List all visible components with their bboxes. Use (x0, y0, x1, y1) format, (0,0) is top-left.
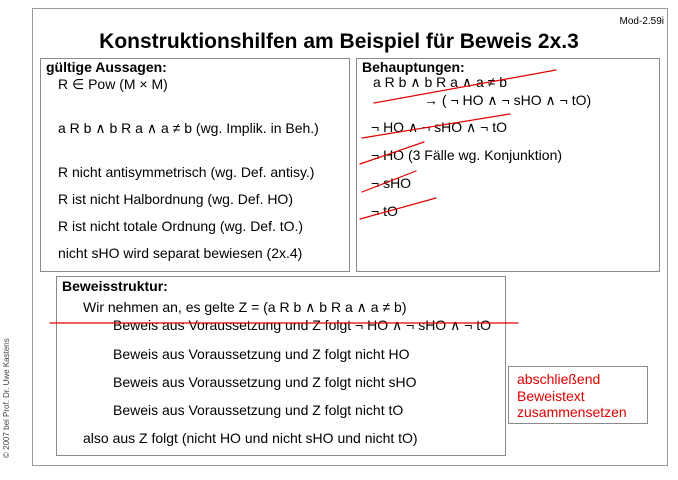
proof-step-conjunction: Beweis aus Voraussetzung und Z folgt ¬ HO ∧ ¬ sHO ∧ ¬ tO (113, 317, 492, 333)
strike-claim-premise (374, 70, 556, 103)
strike-claim-not-sho (362, 171, 416, 192)
proof-conclusion: also aus Z folgt (nicht HO und nicht sHO und nicht tO) (83, 430, 418, 446)
strike-claim-not-ho (360, 142, 424, 164)
valid-statement-6: nicht sHO wird separat bewiesen (2x.4) (58, 245, 303, 261)
summary-note-line-2: Beweistext (517, 387, 585, 404)
claim-not-to: ¬ tO (371, 203, 398, 219)
proof-assumption: Wir nehmen an, es gelte Z = (a R b ∧ b R a ∧ a ≠ b) (83, 299, 407, 315)
claim-implication: → ( ¬ HO ∧ ¬ sHO ∧ ¬ tO) (424, 92, 592, 108)
valid-statement-1: R ∈ Pow (M × M) (58, 76, 168, 92)
valid-statement-5: R ist nicht totale Ordnung (wg. Def. tO.) (58, 218, 304, 234)
summary-note-line-3: zusammensetzen (517, 404, 627, 420)
claim-not-sho: ¬ sHO (371, 175, 412, 191)
claim-not-ho: ¬ HO (3 Fälle wg. Konjunktion) (371, 147, 563, 163)
page-title: Konstruktionshilfen am Beispiel für Beweis 2x.3 (99, 30, 579, 53)
valid-statement-3: R nicht antisymmetrisch (wg. Def. antisy.) (58, 164, 315, 180)
slide-id: Mod-2.59i (619, 16, 664, 27)
summary-note-line-1: abschließend (517, 371, 601, 387)
proof-step-not-to: Beweis aus Voraussetzung und Z folgt nicht tO (113, 402, 404, 418)
valid-statement-4: R ist nicht Halbordnung (wg. Def. HO) (58, 191, 293, 207)
proof-step-not-ho: Beweis aus Voraussetzung und Z folgt nicht HO (113, 346, 410, 362)
strike-lines (50, 70, 556, 323)
proof-step-not-sho: Beweis aus Voraussetzung und Z folgt nicht sHO (113, 374, 417, 390)
claim-conjunction: ¬ HO ∧ ¬ sHO ∧ ¬ tO (371, 119, 508, 135)
claim-premise: a R b ∧ b R a ∧ a ≠ b (373, 74, 508, 90)
proof-structure-heading: Beweisstruktur: (62, 278, 168, 294)
strike-claim-not-to (360, 198, 436, 219)
valid-statement-2: a R b ∧ b R a ∧ a ≠ b (wg. Implik. in Beh.) (58, 120, 319, 136)
claims-heading: Behauptungen: (362, 59, 465, 75)
copyright: © 2007 bei Prof. Dr. Uwe Kastens (2, 338, 11, 458)
strike-claim-conjunction (362, 114, 510, 138)
valid-statements-heading: gültige Aussagen: (46, 59, 167, 75)
